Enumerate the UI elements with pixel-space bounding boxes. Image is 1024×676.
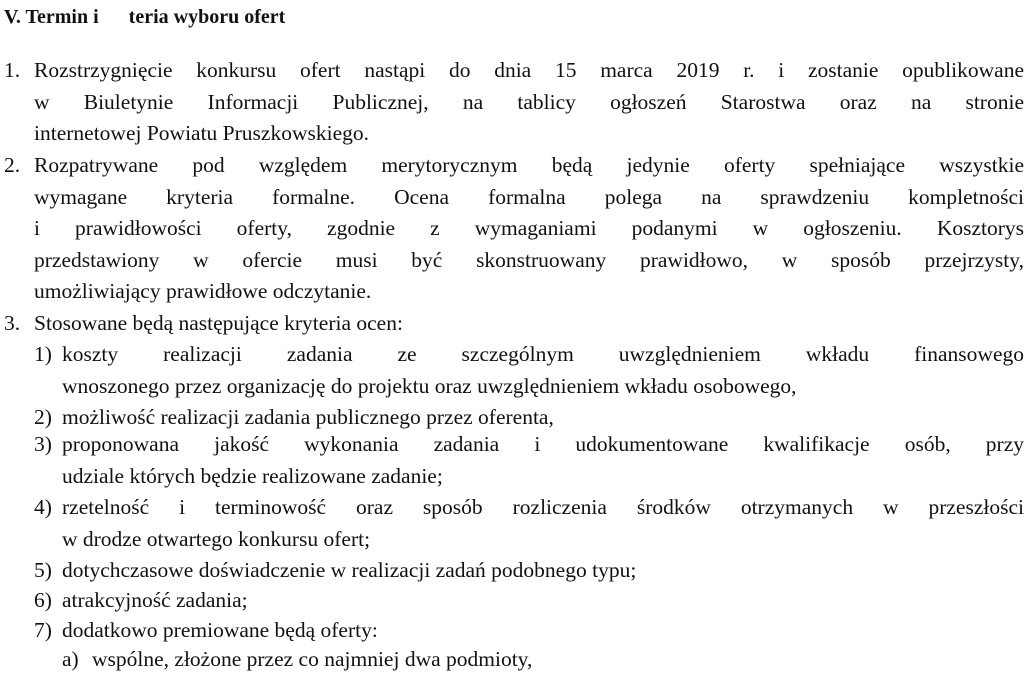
paragraph-number: 2. — [4, 153, 21, 177]
criterion-number: 1) — [34, 342, 52, 366]
criterion-text — [62, 585, 1024, 617]
text-line: dodatkowo premiowane będą oferty: — [62, 618, 378, 642]
text-line: koszty realizacji zadania ze szczególnym uwzględnieniem wkładu finansowego — [62, 342, 1024, 366]
criterion-text — [62, 555, 1024, 587]
text-line: internetowej Powiatu Pruszkowskiego. — [34, 121, 369, 146]
section-heading-part1: V. Termin i — [4, 6, 99, 28]
criterion-number: 6) — [34, 588, 52, 612]
paragraph-number: 3. — [4, 311, 21, 335]
section-heading-part2: teria wyboru ofert — [128, 6, 286, 28]
text-line: i prawidłowości oferty, zgodnie z wymaganiami podanymi w ogłoszeniu. Kosztorys — [34, 216, 1024, 241]
criterion-text — [62, 429, 1024, 492]
criterion-number: 3) — [34, 432, 52, 456]
text-line: Rozpatrywane pod względem merytorycznym będą jedynie oferty spełniające wszystkie — [34, 153, 1024, 177]
criterion-number: 2) — [34, 405, 52, 429]
criterion-text — [62, 492, 1024, 555]
text-line: atrakcyjność zadania; — [62, 588, 248, 612]
paragraph-text — [34, 55, 1024, 150]
text-line: Stosowane będą następujące kryteria ocen: — [34, 311, 403, 335]
criterion-text — [62, 339, 1024, 402]
subcriterion-text — [92, 644, 992, 676]
text-line: w Biuletynie Informacji Publicznej, na tablicy ogłoszeń Starostwa oraz na stronie — [34, 89, 1024, 114]
paragraph-text — [34, 150, 1024, 308]
text-line: wspólne, złożone przez co najmniej dwa podmioty, — [92, 647, 533, 671]
text-line: umożliwiający prawidłowe odczytanie. — [34, 279, 372, 304]
text-line: wnoszonego przez organizację do projektu oraz uwzględnieniem wkładu osobowego, — [62, 373, 797, 398]
text-line: wymagane kryteria formalne. Ocena formalna polega na sprawdzeniu kompletności — [34, 184, 1024, 209]
paragraph-text — [34, 308, 1024, 340]
text-line: dotychczasowe doświadczenie w realizacji zadań podobnego typu; — [62, 558, 637, 582]
text-line: rzetelność i terminowość oraz sposób rozliczenia środków otrzymanych w przeszłości — [62, 495, 1024, 519]
paragraph-number: 1. — [4, 58, 21, 82]
text-line: możliwość realizacji zadania publicznego przez oferenta, — [62, 405, 554, 429]
text-line: udziale których będzie realizowane zadanie; — [62, 463, 443, 488]
criterion-number: 4) — [34, 495, 52, 519]
section-heading — [4, 4, 285, 30]
text-line: przedstawiony w ofercie musi być skonstruowany prawidłowo, w sposób przejrzysty, — [34, 247, 1024, 272]
criterion-number: 5) — [34, 558, 52, 582]
text-line: w drodze otwartego konkursu ofert; — [62, 526, 371, 551]
criterion-text — [62, 615, 1024, 647]
text-line: Rozstrzygnięcie konkursu ofert nastąpi do dnia 15 marca 2019 r. i zostanie opublikowane — [34, 58, 1024, 82]
criterion-number: 7) — [34, 618, 52, 642]
subcriterion-letter: a) — [62, 647, 79, 671]
text-line: proponowana jakość wykonania zadania i udokumentowane kwalifikacje osób, przy — [62, 432, 1024, 456]
